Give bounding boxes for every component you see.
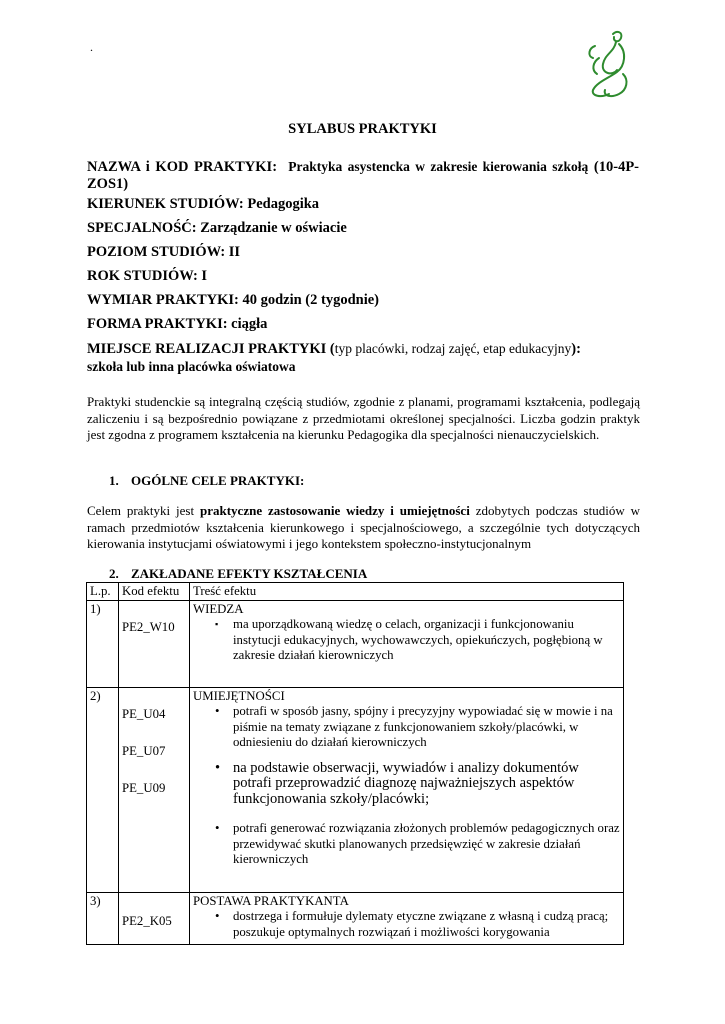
- header-code: Kod efektu: [119, 583, 190, 601]
- miejsce-hint: typ placówki, rodzaj zajęć, etap edukacyjny: [334, 341, 572, 356]
- name-value: Praktyka asystencka w zakresie kierowania szkołą: [288, 159, 589, 174]
- row-code: PE2_K05: [122, 914, 172, 928]
- row-code: PE_U07: [122, 744, 166, 758]
- item-text: potrafi w sposób jasny, spójny i precyzyjny wypowiadać się w mowie i na piśmie na tematy związane z funkcjonowaniem szkoły/placówki, w odniesieniu do działań kierowniczych: [233, 704, 613, 749]
- row-category: WIEDZA: [193, 602, 244, 616]
- effects-table: [86, 582, 624, 945]
- kierunek: KIERUNEK STUDIÓW: Pedagogika: [87, 196, 320, 212]
- name-code: (10-4P-ZOS1): [87, 159, 639, 192]
- specjalnosc: SPECJALNOŚĆ: Zarządzanie w oświacie: [87, 220, 347, 236]
- item-text: dostrzega i formułuje dylematy etyczne związane z własną i cudzą pracą; poszukuje optymalnych rozwiązań i możliwości korygowania: [233, 909, 609, 939]
- list-item: [215, 617, 620, 664]
- page-title: SYLABUS PRAKTYKI: [288, 121, 437, 137]
- miejsce: [87, 340, 639, 376]
- table-row: [87, 601, 624, 688]
- section-1-number: 1.: [109, 473, 119, 488]
- item-text: na podstawie obserwacji, wywiadów i analizy dokumentów potrafi przeprowadzić diagnozę najważniejszych aspektów funkcjonowania szkoły/placówki;: [233, 759, 579, 807]
- row-code: PE2_W10: [122, 620, 175, 634]
- section-1-text-bold: praktyczne zastosowanie wiedzy i umiejętności: [200, 503, 470, 518]
- forma: FORMA PRAKTYKI: ciągła: [87, 316, 268, 332]
- table-header-row: [87, 583, 624, 601]
- section-2-number: 2.: [109, 566, 119, 581]
- row-lp: 1): [87, 601, 119, 688]
- bullet-icon: •: [215, 759, 221, 776]
- miejsce-value: szkoła lub inna placówka oświatowa: [87, 359, 296, 374]
- table-row: [87, 688, 624, 893]
- bullet-icon: •: [215, 909, 220, 923]
- bullet-icon: •: [215, 821, 220, 835]
- row-category: UMIEJĘTNOŚCI: [193, 689, 285, 703]
- row-codes: [119, 688, 190, 893]
- table-row: [87, 893, 624, 945]
- section-1-heading: [109, 473, 304, 489]
- row-category: POSTAWA PRAKTYKANTA: [193, 894, 349, 908]
- row-content: [190, 688, 624, 893]
- name-label: NAZWA i KOD PRAKTYKI:: [87, 159, 278, 175]
- section-1-title: OGÓLNE CELE PRAKTYKI:: [131, 473, 305, 488]
- row-codes: [119, 893, 190, 945]
- list-item: [215, 909, 620, 940]
- row-content: [190, 893, 624, 945]
- section-1-paragraph: [87, 503, 640, 553]
- square-bullet-icon: ▪: [215, 619, 219, 629]
- section-1-text-b: zdobytych podczas studiów w ramach przedmiotów kształcenia kierunkowego i specjalnościowego, a szczególnie tych dotyczących kierowania instytucjami oświatowymi i jego kontekstem społeczno-instytucjonalnym: [87, 503, 640, 551]
- section-2-title: ZAKŁADANE EFEKTY KSZTAŁCENIA: [131, 566, 368, 581]
- university-logo-icon: [583, 28, 635, 100]
- list-item: [215, 821, 620, 868]
- header-lp: L.p.: [87, 583, 119, 601]
- row-code: PE_U04: [122, 707, 166, 721]
- miejsce-label: MIEJSCE REALIZACJI PRAKTYKI (: [87, 341, 335, 357]
- item-text: ma uporządkowaną wiedzę o celach, organizacji i funkcjonowaniu instytucji edukacyjnych, wychowawczych, opiekuńczych, pogłębioną w zakresie działań kierowniczych: [233, 617, 603, 662]
- section-1-text-a: Celem praktyki jest: [87, 503, 200, 518]
- wymiar: WYMIAR PRAKTYKI: 40 godzin (2 tygodnie): [87, 292, 380, 308]
- page-dot: .: [90, 40, 93, 54]
- intro-paragraph: Praktyki studenckie są integralną częścią studiów, zgodnie z planami, programami kształcenia, podlegają zaliczeniu i są bezpośrednio powiązane z przedmiotami określonej specjalności. Liczba godzin praktyk jest zgodna z programem kształcenia na kierunku Pedagogika dla specjalności nienauczycielskich.: [87, 394, 640, 442]
- row-lp: 3): [87, 893, 119, 945]
- header-content: Treść efektu: [190, 583, 624, 601]
- row-lp: 2): [87, 688, 119, 893]
- bullet-icon: •: [215, 704, 220, 718]
- list-item: [215, 759, 620, 808]
- row-content: [190, 601, 624, 688]
- row-code: PE_U09: [122, 781, 166, 795]
- item-text: potrafi generować rozwiązania złożonych problemów pedagogicznych oraz przewidywać skutki planowanych przedsięwzięć w zakresie działań kierowniczych: [233, 821, 620, 866]
- list-item: [215, 704, 620, 751]
- section-2-heading: [109, 566, 367, 582]
- poziom: POZIOM STUDIÓW: II: [87, 244, 241, 260]
- miejsce-close: ):: [571, 341, 581, 357]
- rok: ROK STUDIÓW: I: [87, 268, 208, 284]
- name-and-code: [87, 158, 639, 193]
- row-codes: [119, 601, 190, 688]
